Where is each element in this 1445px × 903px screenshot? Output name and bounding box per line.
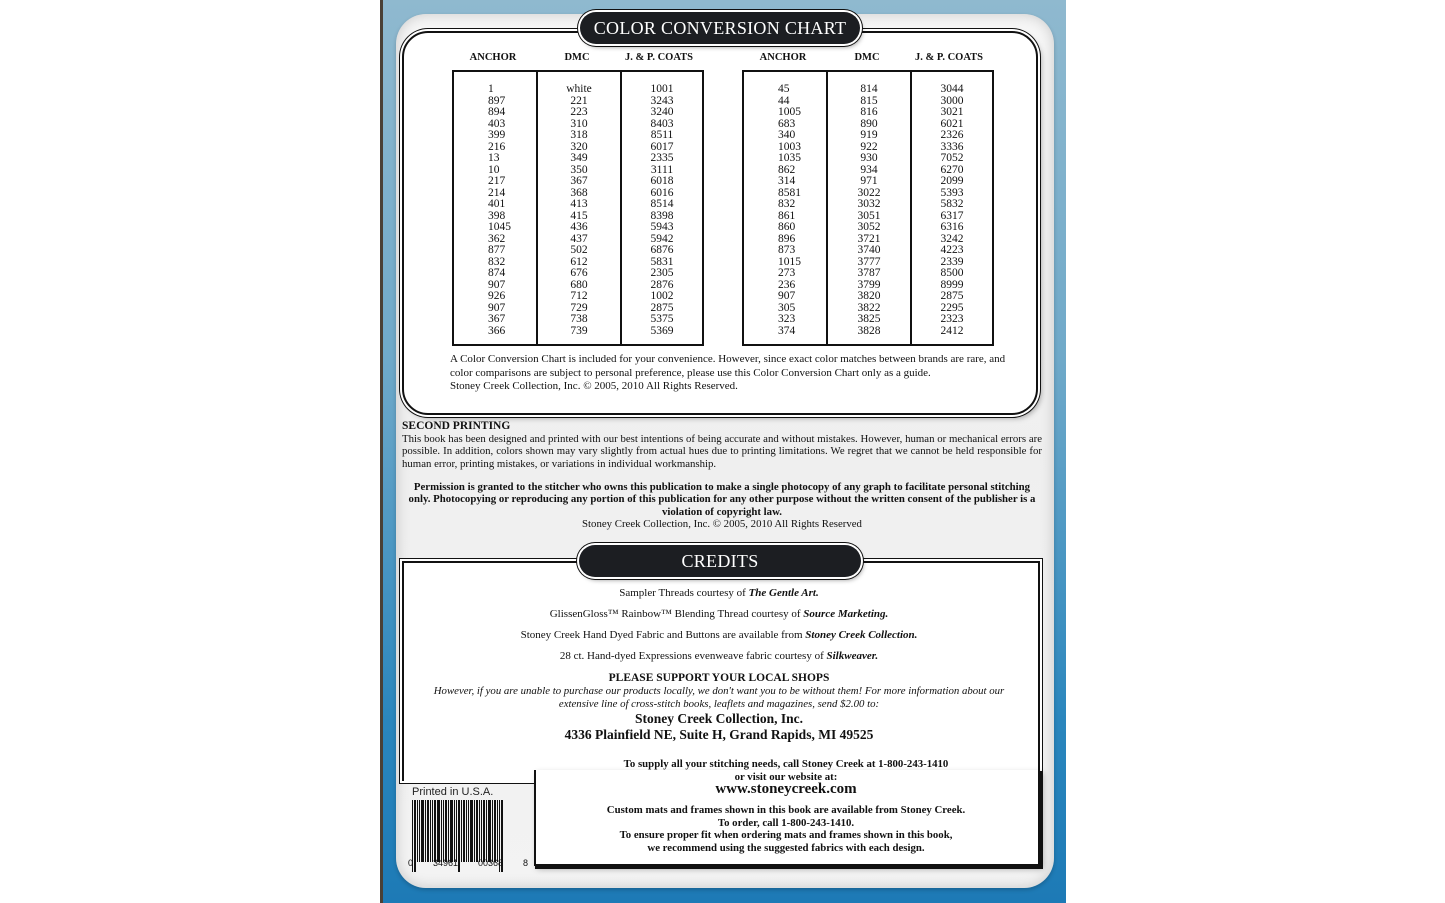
table-cell: 5375 [650,313,674,325]
table-cell: 815 [860,94,878,107]
table-cell: 873 [778,244,796,256]
chart-title: COLOR CONVERSION CHART [580,12,860,44]
table-cell: 832 [778,198,796,210]
table-cell: 896 [778,232,796,245]
table-cell: 3777 [857,255,881,268]
table-cell: 362 [488,232,506,245]
column-coats [912,72,992,344]
table-cell: 1035 [778,152,801,164]
table-cell: 3052 [857,221,881,233]
table-cell: 816 [860,106,878,118]
table-cell: 6017 [650,140,674,153]
table-cell: 738 [570,313,588,325]
table-cell: 877 [488,244,506,256]
table-cell: 45 [778,83,790,95]
table-cell: 3336 [940,140,964,153]
table-cell: 8511 [650,129,674,141]
header-anchor: ANCHOR [469,52,517,63]
column-anchor [454,72,538,344]
table-cell: 907 [488,301,506,314]
shops-heading: PLEASE SUPPORT YOUR LOCAL SHOPS [608,672,830,684]
table-cell: 3111 [650,163,674,176]
table-cell: 366 [488,324,506,337]
table-cell: 217 [488,175,506,187]
table-cell: 680 [570,278,588,291]
table-cell: 3021 [940,106,964,118]
table-cell: 2335 [650,152,674,164]
table-cell: 3822 [857,301,881,314]
table-cell: 2339 [940,255,964,268]
supply-line: To supply all your stitching needs, call Stoney Creek at 1-800-243-1410 [623,758,949,770]
table-cell: 3787 [857,267,881,279]
website-link[interactable]: www.stoneycreek.com [715,781,857,797]
table-cell: 922 [860,140,878,153]
table-cell: 323 [778,313,796,325]
header-coats: J. & P. COATS [625,52,693,63]
table-cell: 3051 [857,209,881,222]
table-cell: 413 [570,198,588,210]
table-cell: 7052 [940,152,964,164]
table-cell: 1 [488,83,494,95]
table-cell: 8403 [650,117,674,130]
table-cell: 367 [570,175,588,187]
credits-title: CREDITS [579,545,861,577]
table-cell: 3243 [650,94,674,107]
table-cell: 3044 [940,83,964,95]
table-cell: 5369 [650,324,674,337]
table-cell: 3000 [940,94,964,107]
table-cell: 8581 [778,186,801,199]
table-cell: 2875 [650,301,674,314]
header-dmc: DMC [854,52,880,63]
header-anchor: ANCHOR [759,52,807,63]
table-cell: 305 [778,301,796,314]
column-dmc [538,72,622,344]
table-cell: 712 [570,290,588,302]
credit-line: GlissenGloss™ Rainbow™ Blending Thread courtesy of Source Marketing. [549,608,889,620]
table-cell: 44 [778,94,790,107]
table-cell: 10 [488,163,500,176]
table-cell: 3240 [650,106,674,118]
second-printing-section [402,420,1042,470]
table-cell: 2323 [940,313,964,325]
table-cell: 926 [488,290,506,302]
permission-body: Permission is granted to the stitcher who owns this publication to make a single photocopy of any graph to facilitate personal stitching only. Photocopying or reproducing any portion of this publication for any other purpose without the written consent of the publisher is a violation of copyright law. [408,481,1036,518]
table-cell: 1045 [488,221,511,233]
table-cell: 314 [778,175,796,187]
table-cell: 6018 [650,175,674,187]
permission-section [402,481,1042,530]
table-cell: 683 [778,117,796,130]
table-cell: 890 [860,117,878,130]
table-cell: 8514 [650,198,674,210]
table-cell: 729 [570,301,588,314]
table-cell: 349 [570,152,588,164]
table-cell: 221 [570,94,588,107]
table-cell: 2295 [940,301,964,314]
table-cell: 3032 [857,198,881,210]
company-address: 4336 Plainfield NE, Suite H, Grand Rapids, MI 49525 [564,727,874,742]
credit-line: 28 ct. Hand-dyed Expressions evenweave fabric courtesy of Silkweaver. [559,650,879,662]
table-cell: 214 [488,186,506,199]
table-cell: 3740 [857,244,881,256]
header-dmc: DMC [564,52,590,63]
table-cell: 862 [778,163,796,176]
table-cell: 8398 [650,209,674,222]
table-cell: 930 [860,152,878,164]
column-dmc [828,72,912,344]
table-cell: 919 [860,129,878,141]
table-cell: 2876 [650,278,674,291]
chart-note-text: A Color Conversion Chart is included for your convenience. However, since exact color matches between brands are rare, and color comparisons are subject to personal preference, please use this Color Conversion Chart only as a guide. [450,353,1006,379]
table-cell: 502 [570,244,588,256]
table-cell: 5393 [940,186,964,199]
table-cell: 318 [570,129,588,141]
table-cell: 5942 [650,232,674,245]
table-cell: 340 [778,129,796,141]
table-cell: 3820 [857,290,881,302]
table-cell: 320 [570,140,588,153]
table-cell: 2326 [940,129,964,141]
table-cell: 2099 [940,175,964,187]
table-grid [742,70,994,346]
table-cell: 6317 [940,209,964,222]
table-grid [452,70,704,346]
table-cell: 216 [488,140,506,153]
column-coats [622,72,702,344]
second-printing-heading: SECOND PRINTING [402,420,511,432]
table-cell: 4223 [940,244,964,256]
table-cell: 739 [570,324,588,337]
table-cell: 3799 [857,278,881,291]
table-cell: 273 [778,267,796,279]
table-cell: 3828 [857,324,881,337]
contact-info [536,758,1036,854]
table-cell: 350 [570,163,588,176]
table-cell: 897 [488,94,506,107]
header-coats: J. & P. COATS [915,52,983,63]
table-cell: 1001 [650,83,674,95]
table-cell: 1003 [778,140,801,153]
table-cell: 861 [778,209,796,222]
mats-line-4: we recommend using the suggested fabrics with each design. [647,841,925,854]
chart-copyright: Stoney Creek Collection, Inc. © 2005, 2010 All Rights Reserved. [450,380,738,392]
credits-content [404,586,1034,743]
mats-line-3: To ensure proper fit when ordering mats and frames shown in this book, [619,829,953,841]
table-cell: 236 [778,278,796,291]
table-cell: 13 [488,152,500,164]
column-anchor [744,72,828,344]
barcode-digits: 0 34961 00368 8 [408,858,528,868]
book-spine-edge [380,0,383,903]
second-printing-body: This book has been designed and printed with our best intentions of being accurate and without mistakes. However, human or mechanical errors are possible. In addition, colors shown may vary slightly from actual hues due to printing limitations. We regret that we cannot be held responsible for human error, printing mistakes, or variations in individual workmanship. [402,432,1042,470]
table-cell: 1015 [778,255,801,268]
table-cell: 437 [570,232,588,245]
table-cell: 1002 [650,290,674,302]
table-cell: 3022 [857,186,881,199]
table-cell: 1005 [778,106,801,118]
table-cell: 971 [860,175,878,187]
table-cell: 6021 [940,117,964,130]
table-cell: 2305 [650,267,674,279]
table-cell: 223 [570,106,588,118]
table-cell: 3825 [857,313,881,325]
table-cell: 874 [488,267,506,279]
table-cell: 907 [488,278,506,291]
table-cell: 934 [860,163,878,176]
table-cell: 6876 [650,244,674,256]
table-cell: 6016 [650,186,674,199]
table-cell: 310 [570,117,588,130]
table-cell: 860 [778,221,796,233]
table-cell: 8500 [940,267,964,279]
table-cell: 6316 [940,221,964,233]
table-cell: 368 [570,186,588,199]
table-cell: 832 [488,255,506,268]
permission-copyright: Stoney Creek Collection, Inc. © 2005, 2010 All Rights Reserved [582,517,862,530]
table-cell: 2412 [940,324,964,337]
credit-line: Stoney Creek Hand Dyed Fabric and Buttons are available from Stoney Creek Collection. [520,629,918,641]
table-cell: 403 [488,117,506,130]
printed-in-usa: Printed in U.S.A. [412,786,494,798]
table-cell: 436 [570,221,588,233]
table-cell: 401 [488,198,506,210]
table-cell: 6270 [940,163,964,176]
table-cell: 612 [570,255,588,268]
chart-disclaimer [450,353,1030,394]
table-cell: 367 [488,313,506,325]
mats-line-2: To order, call 1-800-243-1410. [717,816,855,829]
visit-line: or visit our website at: [734,770,838,783]
table-cell: white [566,83,592,95]
credit-line: Sampler Threads courtesy of The Gentle Art. [619,587,819,599]
table-cell: 894 [488,106,506,118]
table-cell: 374 [778,324,796,337]
table-cell: 5831 [650,255,674,268]
table-cell: 399 [488,129,506,141]
table-cell: 3721 [857,232,881,245]
table-cell: 814 [860,83,878,95]
table-cell: 5943 [650,221,674,233]
table-cell: 3242 [940,232,964,245]
table-cell: 398 [488,209,506,222]
shops-body: However, if you are unable to purchase our products locally, we don't want you to be without them! For more information about our extensive line of cross-stitch books, leaflets and magazines, send $2.00 to: [433,685,1005,710]
table-cell: 2875 [940,290,964,302]
table-cell: 5832 [940,198,964,210]
table-cell: 676 [570,267,588,279]
company-name: Stoney Creek Collection, Inc. [634,711,804,726]
table-cell: 415 [570,209,588,222]
table-cell: 907 [778,290,796,302]
table-cell: 8999 [940,278,964,291]
mats-line-1: Custom mats and frames shown in this book are available from Stoney Creek. [606,804,966,816]
